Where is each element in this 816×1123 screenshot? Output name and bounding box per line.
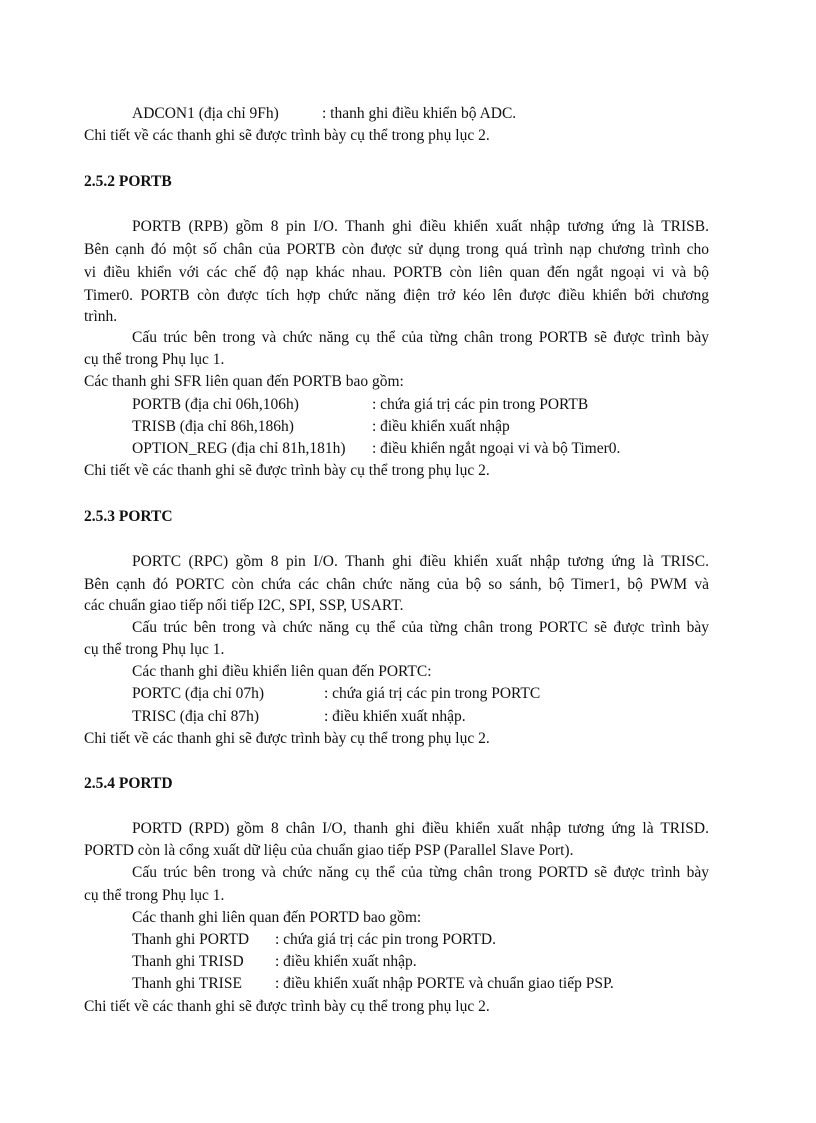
portb-register-name: OPTION_REG (địa chỉ 81h,181h) xyxy=(132,440,346,457)
portb-para1-line: Bên cạnh đó một số chân của PORTB còn được sử dụng trong quá trình nạp chương trình cho xyxy=(84,241,709,258)
portb-register-intro: Các thanh ghi SFR liên quan đến PORTB bao gồm: xyxy=(84,373,404,390)
detail-note: Chi tiết về các thanh ghi sẽ được trình bày cụ thể trong phụ lục 2. xyxy=(84,730,490,747)
portb-register-desc: : điều khiển xuất nhập xyxy=(372,418,510,435)
portd-register-name: Thanh ghi TRISE xyxy=(132,975,242,992)
portd-register-desc: : điều khiển xuất nhập PORTE và chuẩn giao tiếp PSP. xyxy=(275,975,614,992)
portb-register-name: TRISB (địa chỉ 86h,186h) xyxy=(132,418,294,435)
portb-register-desc: : điều khiển ngắt ngoại vi và bộ Timer0. xyxy=(372,440,621,457)
section-heading-portd: 2.5.4 PORTD xyxy=(84,775,173,792)
detail-note: Chi tiết về các thanh ghi sẽ được trình bày cụ thể trong phụ lục 2. xyxy=(84,462,490,479)
portc-para1-line: Bên cạnh đó PORTC còn chứa các chân chức năng của bộ so sánh, bộ Timer1, bộ PWM và xyxy=(84,576,709,593)
portb-para1-line: Timer0. PORTB còn được tích hợp chức năng điện trở kéo lên được điều khiển bởi chương xyxy=(84,287,709,304)
section-heading-portc: 2.5.3 PORTC xyxy=(84,508,173,525)
portb-para2-line: Cấu trúc bên trong và chức năng cụ thể của từng chân trong PORTB sẽ được trình bày xyxy=(132,329,709,346)
portd-register-intro: Các thanh ghi liên quan đến PORTD bao gồm: xyxy=(132,909,422,926)
adcon-register-name: ADCON1 (địa chỉ 9Fh) xyxy=(132,105,279,122)
portc-register-name: TRISC (địa chỉ 87h) xyxy=(132,708,259,725)
portd-register-desc: : điều khiển xuất nhập. xyxy=(275,953,417,970)
detail-note: Chi tiết về các thanh ghi sẽ được trình bày cụ thể trong phụ lục 2. xyxy=(84,998,490,1015)
portd-para1-line: PORTD (RPD) gồm 8 chân I/O, thanh ghi điều khiển xuất nhập tương ứng là TRISD. xyxy=(132,820,709,837)
portb-register-name: PORTB (địa chỉ 06h,106h) xyxy=(132,396,299,413)
portd-para1-line: PORTD còn là cổng xuất dữ liệu của chuẩn giao tiếp PSP (Parallel Slave Port). xyxy=(84,842,574,859)
portd-para2-line: Cấu trúc bên trong và chức năng cụ thể của từng chân trong PORTD sẽ được trình bày xyxy=(132,864,709,881)
portc-para1-line: các chuẩn giao tiếp nối tiếp I2C, SPI, SSP, USART. xyxy=(84,597,404,614)
portc-register-desc: : điều khiển xuất nhập. xyxy=(324,708,466,725)
portb-para2-line: cụ thể trong Phụ lục 1. xyxy=(84,351,225,368)
portc-register-name: PORTC (địa chỉ 07h) xyxy=(132,685,265,702)
portc-register-desc: : chứa giá trị các pin trong PORTC xyxy=(324,685,541,702)
detail-note: Chi tiết về các thanh ghi sẽ được trình bày cụ thể trong phụ lục 2. xyxy=(84,127,490,144)
portd-para2-line: cụ thể trong Phụ lục 1. xyxy=(84,887,225,904)
portb-para1-line: vi điều khiển với các chế độ nạp khác nhau. PORTB còn liên quan đến ngắt ngoại vi và bộ xyxy=(84,264,709,281)
portd-register-name: Thanh ghi PORTD xyxy=(132,931,250,948)
portb-para1-line: trình. xyxy=(84,308,118,325)
section-heading-portb: 2.5.2 PORTB xyxy=(84,173,172,190)
portd-register-name: Thanh ghi TRISD xyxy=(132,953,244,970)
portc-register-intro: Các thanh ghi điều khiển liên quan đến PORTC: xyxy=(132,663,432,680)
portb-para1-line: PORTB (RPB) gồm 8 pin I/O. Thanh ghi điều khiển xuất nhập tương ứng là TRISB. xyxy=(132,218,709,235)
adcon-register-desc: : thanh ghi điều khiển bộ ADC. xyxy=(322,105,517,122)
portd-register-desc: : chứa giá trị các pin trong PORTD. xyxy=(275,931,496,948)
portb-register-desc: : chứa giá trị các pin trong PORTB xyxy=(372,396,589,413)
portc-para2-line: cụ thể trong Phụ lục 1. xyxy=(84,641,225,658)
portc-para2-line: Cấu trúc bên trong và chức năng cụ thể của từng chân trong PORTC sẽ được trình bày xyxy=(132,619,709,636)
portc-para1-line: PORTC (RPC) gồm 8 pin I/O. Thanh ghi điều khiển xuất nhập tương ứng là TRISC. xyxy=(132,553,709,570)
